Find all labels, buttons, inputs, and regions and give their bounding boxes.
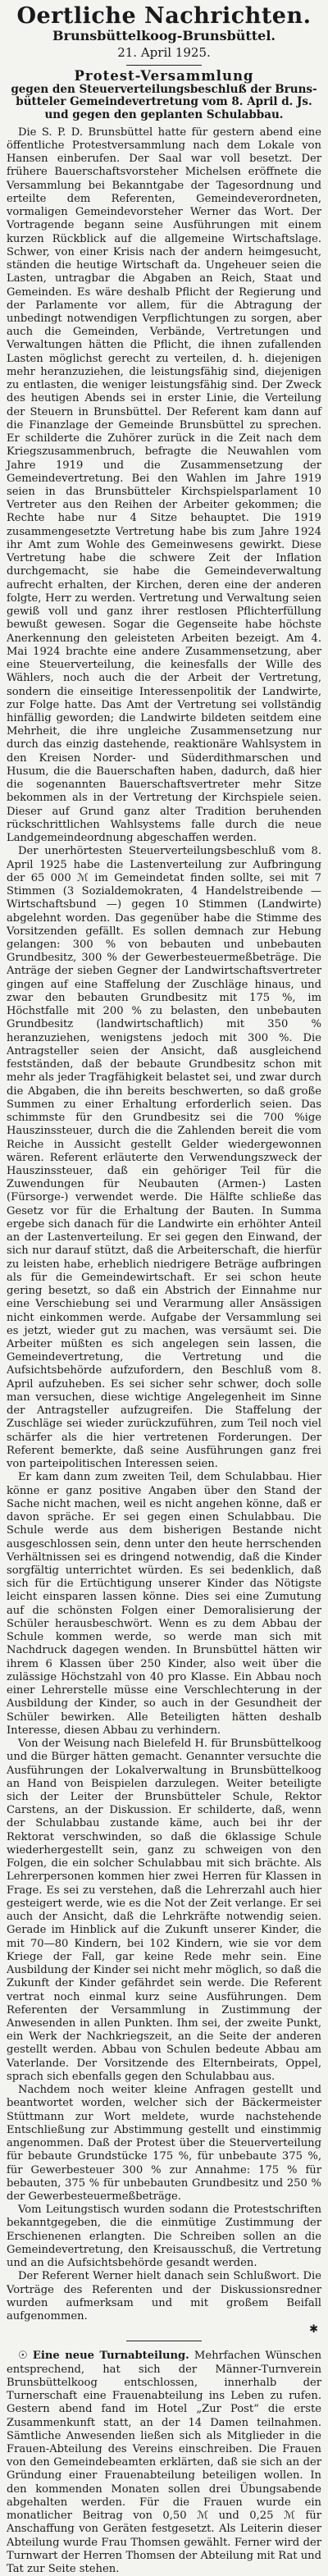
masthead — [7, 5, 321, 60]
article-paragraph: Der Referent Werner hielt danach sein Schlußwort. Die Vorträge des Referenten und der Diskussionsredner wurden aufmerksam und mit großem Beifall aufgenommen. — [7, 2270, 321, 2323]
headline-line-3: bütteler Gemeindevertretung vom 8. April d. Js. — [16, 95, 312, 109]
headline-line-4: und gegen den geplanten Schulabbau. — [44, 107, 284, 121]
article-body — [7, 126, 321, 2324]
second-article-paragraph — [7, 2350, 321, 2576]
section-title: Oertliche Nachrichten. — [16, 3, 312, 29]
article-headline — [7, 69, 321, 121]
second-article-text: Mehrfachen Wünschen entsprechend, hat sich der Männer-Turnverein Brunsbüttelkoog entschlossen, innerhalb der Turnerschaft eine Frauenabteilung ins Leben zu rufen. Gestern abend fand im Hotel „Zur Post“ die erste Zusammenkunft statt, an der 14 Damen teilnahmen. Sämtliche Anwesenden ließen sich als Mitglieder in die Frauen-Abteilung des Vereins einschreiben. Die Frauen von den Gemeindebeamten erklärten, daß sie sich an der Gründung einer Frauenabteilung beteiligen wollen. In den kommenden Monaten sollen drei Übungsabende abgehalten werden. Für die Frauen wurde ein monatlicher Beitrag von 0,50 ℳ und 0,25 ℳ für Anschaffung von Geräten festgesetzt. Als Leiterin dieser Abteilung wurde Frau Thomsen gewählt. Ferner wird der Turnwart der Herren Thomsen der Abteilung mit Rat und Tat zur Seite stehen. — [7, 2350, 321, 2576]
article-paragraph: Vom Leitungstisch wurden sodann die Protestschriften bekanntgegeben, die die einmütige Zustimmung der Erschienenen erlangten. Die Schreiben sollen an die Gemeindevertretung, den Kreisausschuß, die Vertretung und an die Aufsichtsbehörde gesandt werden. — [7, 2204, 321, 2270]
issue-date: 21. April 1925. — [117, 45, 211, 61]
second-article — [7, 2350, 321, 2576]
headline-line-2: gegen den Steuerverteilungsbeschluß der Bruns- — [11, 83, 317, 97]
end-mark-icon: ✱ — [309, 2323, 318, 2336]
article-paragraph: Er kam dann zum zweiten Teil, dem Schulabbau. Hier könne er ganz positive Angaben über den Stand der Sache nicht machen, weil es nicht angehen könne, daß er davon spräche. Er sei gegen einen Schulabbau. Die Schule werde aus dem bisherigen Bestande nicht ausgeschlossen sein, denn unter den heute herrschenden Verhältnissen sei es dringend notwendig, daß die Kinder sorgfältig unterrichtet würden. Es sei bedenklich, daß sich für die Ertüchtigung unserer Kinder das Nötigste leicht einsparen lassen könne. Dies sei eine Zumutung auf die schönsten Folgen einer Demoralisierung der Schüler herausbeschwört. Wenn es zu dem Abbau der Schule kommen werde, so werde man sich mit Nachdruck dagegen wenden. In Brunsbüttel hätten wir ihrem 6 Klassen über 250 Kinder, also weit über die zulässige Höchstzahl von 40 pro Klasse. Ein Abbau noch einer Lehrerstelle müsse eine Verschlechterung in der Ausbildung der Kinder, so auch in der Gesundheit der Schüler bewirken. Alle Beteiligten hätten deshalb Interesse, diesen Abbau zu verhindern. — [7, 1471, 321, 1737]
town-subtitle: Brunsbüttelkoog-Brunsbüttel. — [52, 28, 276, 44]
divider-rule — [126, 65, 202, 66]
headline-main: Protest-Versammlung — [74, 67, 254, 84]
article-paragraph: Von der Weisung nach Bielefeld H. für Brunsbüttelkoog und die Bürger hätten gemacht. Genannter versuchte die Ausführungen der Lokalverwaltung in Brunsbüttelkoog an Hand von Beispielen darzulegen. Weiter beteiligte sich der Leiter der Brunsbütteler Schule, Rektor Carstens, an der Diskussion. Er schilderte, daß, wenn der Schulabbau zustande käme, auch bei ihr der Rektorat verschwinden, so daß die 6klassige Schule wiederhergestellt sein, ganz zu schweigen von den Folgen, die ein solcher Schulabbau mit sich brächte. Als Lehrerpersonen kommen hier zwei Herren für Klassen in Frage. Es sei zu verstehen, daß die Lehrerzahl auch hier gesteigert werde, wie es die Not der Zeit verlange. Er sei auch der Ansicht, daß die Lehrkräfte notwendig seien. Gerade im Hinblick auf die Zukunft unserer Kinder, die mit 70—80 Kindern, bei 102 Kindern, wie sie vor dem Kriege der Fall, gar keine Rede mehr sein. Eine Ausbildung der Kinder sei nicht mehr möglich, so daß die Zukunft der Kinder gefährdet sein werde. Die Referent vertrat noch einmal kurz seine Ausführungen. Dem Referenten der Versammlung in Zustimmung der Anwesenden in allen Punkten. Ihm sei, der zweite Punkt, ein Werk der Nachkriegszeit, an die Seite der anderen gestellt werden. Abbau von Schulen bedeute Abbau am Vaterlande. Der Vorsitzende des Elternbeirats, Oppel, sprach sich ebenfalls gegen den Schulabbau aus. — [7, 1738, 321, 2083]
article-paragraph: Nachdem noch weiter kleine Anfragen gestellt und beantwortet worden, welcher sich der Bäckermeister Stüttmann zur Wort meldete, wurde nachstehende Entschließung zur Abstimmung gestellt und einstimmig angenommen. Daß der Protest über die Steuerverteilung für bebaute Grundstücke 175 %, für unbebaute 375 %, für Gewerbesteuer 300 % zur Annahme: 175 % für bebauten, 375 % für unbebauten Grundbesitz und 250 % der Gewerbesteuermeßbeträge. — [7, 2084, 321, 2204]
article-paragraph: Der unerhörtesten Steuerverteilungsbeschluß vom 8. April 1925 habe die Lastenverteilung zur Aufbringung der 65 000 ℳ im Gemeindetat finden sollte, sei mit 7 Stimmen (3 Sozialdemokraten, 4 Handelstreibende — Wirtschaftsbund —) gegen 10 Stimmen (Landwirte) abgelehnt worden. Das gegenüber habe die Stimme des Vorsitzenden gefällt. Es sollen demnach zur Hebung gelangen: 300 % von bebauten und unbebauten Grundbesitz, 300 % der Gewerbesteuermeßbeträge. Die Anträge der sieben Gegner der Landwirtschaftsvertreter gingen auf eine Staffelung der Zuschläge hinaus, und zwar den bebauten Grundbesitz mit 175 %, im Höchstfalle mit 200 % zu belasten, den unbebauten Grundbesitz (landwirtschaftlich) mit 350 % heranzuziehen, wenigstens jedoch mit 300 %. Die Antragsteller seien der Ansicht, daß ausgleichend festständen, daß der bebaute Grundbesitz schon mit mehr als jeder Tragfähigkeit belastet sei, und zwar durch die Abgaben, die ihn bereits beschwerten, so daß große Summen zu einer Erhaltung erforderlich seien. Das schimmste für den Grundbesitz sei die 700 %ige Hauszinssteuer, durch die die Zahlenden bereit die vom Reiche in Aussicht gestellt Gelder wiedergewonnen wären. Referent erläuterte den Verwendungszweck der Hauszinssteuer, daß ein gehöriger Teil für die Zuwendungen für Neubauten (Armen-) Lasten (Fürsorge-) verwendet werde. Die Hälfte schließe das Gesetz vor für die Erhaltung der Bauten. In Summa ergebe sich danach für die Landwirte ein erhöhter Anteil an der Lastenverteilung. Er sei gegen den Einwand, der sich nur darauf stützt, daß die Arbeiterschaft, die hierfür zu leisten habe, erheblich niedrigere Beträge aufbringen als für die Gemeindewirtschaft. Er sei schon heute gering besetzt, so daß ein Abstrich der Einnahme nur eine Verschiebung sei und Verarmung aller Ansässigen nicht einkommen werde. Aufgabe der Versammlung sei es jetzt, wieder gut zu machen, was versäumt sei. Die Arbeiter müßten es sich angelegen sein lassen, die Gemeindevertretung, die Vertretung und die Aufsichtsbehörde aufzufordern, den Beschluß vom 8. April aufzuheben. Es sei sicher sehr schwer, doch solle man versuchen, diese wichtige Angelegenheit im Sinne der Antragsteller aufzugreifen. Die Staffelung der Zuschläge sei wieder zurückzuführen, zum Teil noch viel schärfer als die hier vertretenen Forderungen. Der Referent bemerkte, daß seine Ausführungen ganz frei von parteipolitischen Interessen seien. — [7, 845, 321, 1471]
article-paragraph: Die S. P. D. Brunsbüttel hatte für gestern abend eine öffentliche Protestversammlung nach dem Lokale von Hansen einberufen. Der Saal war voll besetzt. Der frühere Bauerschaftsvorsteher Michelsen eröffnete die Versammlung bei Bekanntgabe der Tagesordnung und erteilte dem Referenten, Gemeindeverordneten, vormaligen Gemeindevorsteher Werner das Wort. Der Vortragende begann seine Ausführungen mit einem kurzen Rückblick auf die allgemeine Wirtschaftslage. Schwer, von einer Krisis nach der andern heimgesucht, ständen die heutige Wirtschaft da. Ungeheuer seien die Lasten, untragbar die Abgaben an Reich, Staat und Gemeinden. Es wäre deshalb Pflicht der Regierung und der Parlamente vor allem, für die Abtragung der unbedingt notwendigen Verpflichtungen zu sorgen, aber auch die Gemeinden, Verbände, Vertretungen und Verwaltungen hätten die Pflicht, die ihnen zufallenden Lasten möglichst gerecht zu verteilen, d. h. diejenigen mehr heranzuziehen, die leistungsfähig sind, diejenigen zu entlasten, die weniger leistungsfähig sind. Der Zweck des heutigen Abends sei in erster Linie, die Verteilung der Steuern in Brunsbüttel. Der Referent kam dann auf die Finanzlage der Gemeinde Brunsbüttel zu sprechen. Er schilderte die Zuhörer zurück in die Zeit nach dem Kriegszusammenbruch, befragte die Neuwahlen vom Jahre 1919 und die Zusammensetzung der Gemeindevertretung. Bei den Wahlen im Jahre 1919 seien in das Brunsbütteler Kirchspielsparlament 10 Vertreter aus den Reihen der Arbeiter gekommen; die Rechte habe nur 4 Sitze behauptet. Die 1919 zusammengesetzte Vertretung habe bis zum Jahre 1924 ihr Amt zum Wohle des Gemeinwesens gewirkt. Diese Vertretung habe die schwere Zeit der Inflation durchgemacht, sie habe die Gemeindeverwaltung aufrecht erhalten, der Kirchen, deren eine der anderen folgte, Herr zu werden. Vertretung und Verwaltung seien gewiß voll und ganz ihrer restlosen Pflichterfüllung bewußt gewesen. Sogar die Gegenseite habe höchste Anerkennung den geleisteten Arbeiten bezeigt. Am 4. Mai 1924 brachte eine andere Zusammensetzung, aber eine Steuerverteilung, die keinesfalls der Wille des Wählers, noch auch die der Arbeit der Vertretung, sondern die einseitige Interessenpolitik der Landwirte, zur Folge hatte. Das Amt der Vertretung sei vollständig hinfällig geworden; die Landwirte bildeten seitdem eine Mehrheit, die ihre ungleiche Zusammensetzung nur durch das einzig dastehende, reaktionäre Wahlsystem in den Kreisen Norder- und Süderdithmarschen und Husum, die die Bauerschaften haben, dadurch, daß hier die sogenannten Bauerschaftsvertreter mehr Sitze bekommen als in der Vertretung der Kirchspiele seien. Dieser auf Grund ganz alter Tradition beruhenden rückschrittlichen Wahlsystems falle durch die neue Landgemeindeordnung abgeschaffen werden. — [7, 126, 321, 845]
bullet-icon: ☉ — [18, 2350, 33, 2363]
second-article-heading: Eine neue Turnabteilung. — [32, 2350, 189, 2363]
